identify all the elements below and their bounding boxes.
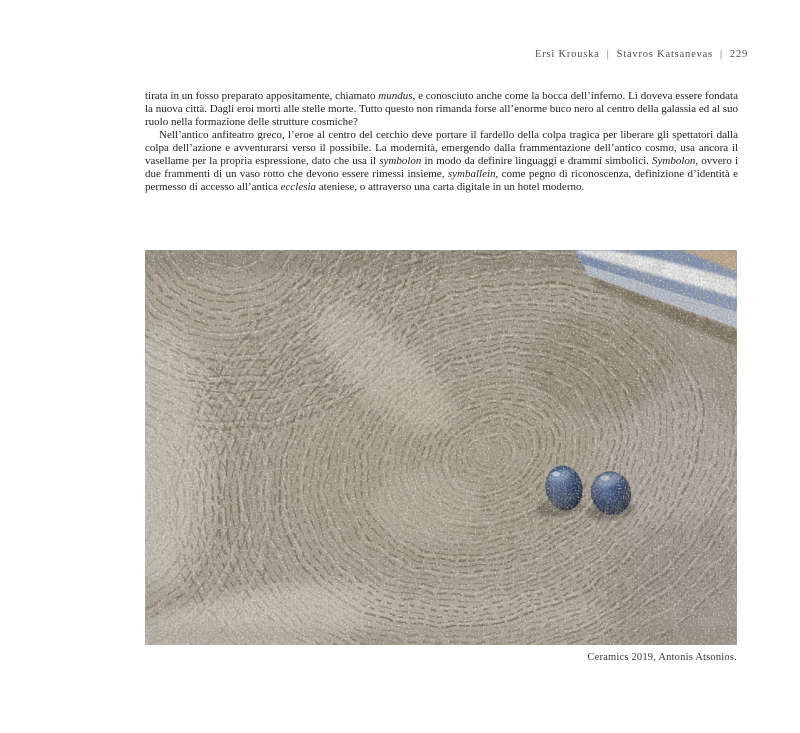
header-author-left: Ersi Krouska <box>534 49 600 60</box>
header-separator: | <box>719 49 723 60</box>
body-text <box>145 90 738 194</box>
header-separator: | <box>606 49 610 60</box>
page-number: 229 <box>729 49 748 60</box>
artwork-photo <box>145 250 737 645</box>
paragraph-2: Nell’antico anfiteatro greco, l’eroe al centro del cerchio deve portare il fardello della colpa tragica per liberare gli spettatori dalla colpa dell’azione e avventurarsi verso il possibile. La modernità, emergendo dalla frammentazione dell’antico cosmo, usa ancora il vasellame per la propria espressione, dato che usa il symbolon in modo da definire linguaggi e drammi simbolici. Symbolon, ovvero i due frammenti di un vaso rotto che devono essere rimessi insieme, symballein, come pegno di riconoscenza, definizione d’identità e permesso di accesso all’antica ecclesia ateniese, o attraverso una carta digitale in un hotel moderno. <box>145 129 738 193</box>
running-header <box>535 49 748 61</box>
artwork-figure <box>145 250 737 663</box>
header-author-right: Stavros Katsanevas <box>616 49 713 60</box>
figure-caption: Ceramics 2019, Antonis Atsonios. <box>587 652 737 663</box>
paragraph-1: tirata in un fosso preparato appositamente, chiamato mundus, e conosciuto anche come la bocca dell’inferno. Lì doveva essere fondata la nuova città. Dagli eroi morti alle stelle morte. Tutto questo non rimanda forse all’enorme buco nero al centro della galassia ed al suo ruolo nella formazione delle strutture cosmiche? <box>145 90 738 128</box>
sand-grain-light <box>145 250 737 645</box>
